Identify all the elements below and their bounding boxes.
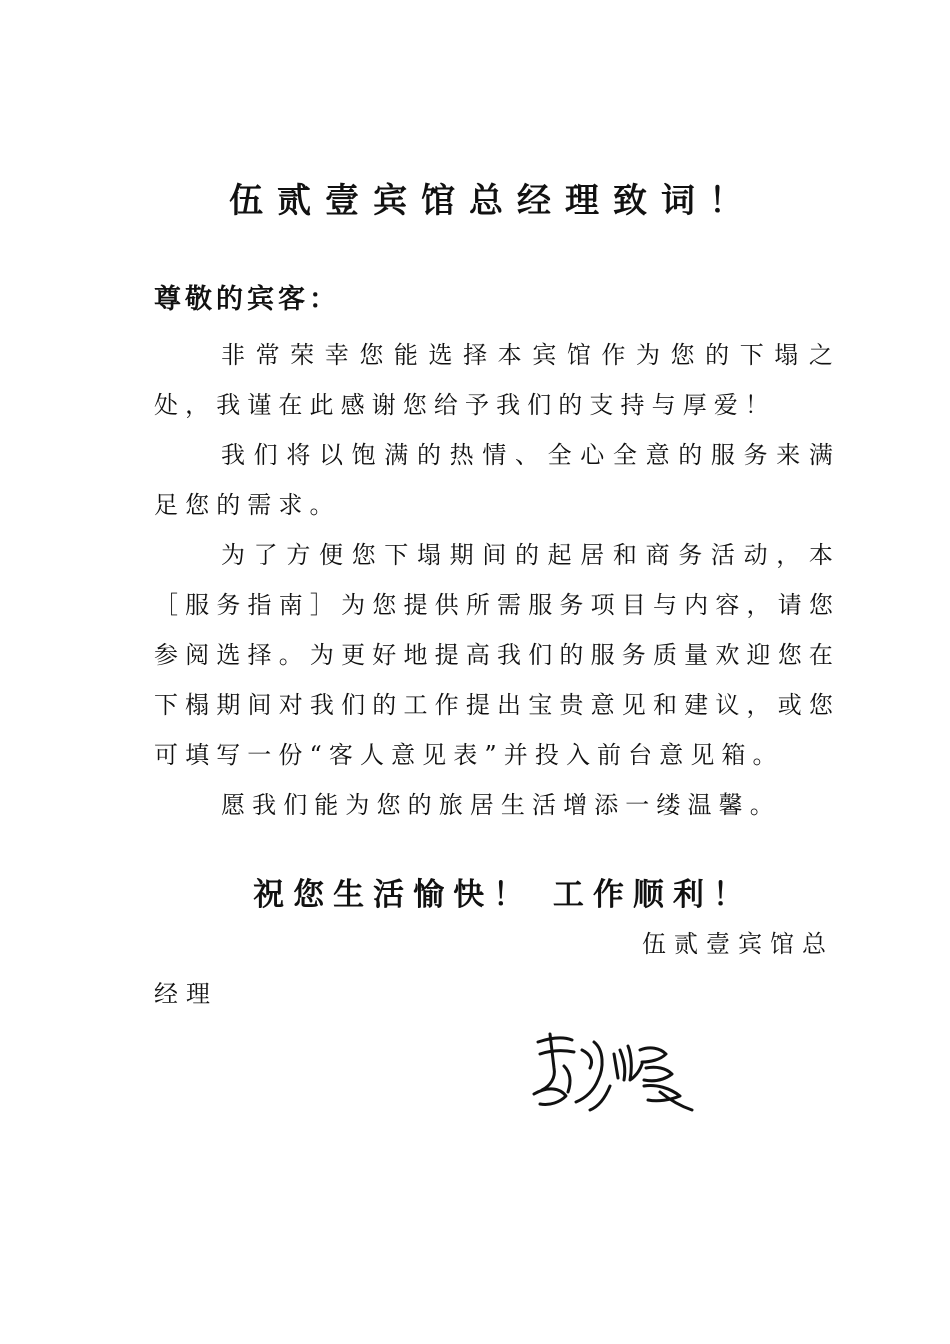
- letter-body: [154, 330, 840, 830]
- closing-wish: 祝您生活愉快！ 工作顺利！: [253, 877, 753, 913]
- signature-organization: 伍贰壹宾馆总: [642, 930, 834, 958]
- paragraph: 我们将以饱满的热情、全心全意的服务来满足您的需求。: [154, 441, 840, 519]
- paragraph: 愿我们能为您的旅居生活增添一缕温馨。: [221, 791, 781, 819]
- letter-title: 伍贰壹宾馆总经理致词！: [229, 181, 757, 221]
- signature-title: 经理: [154, 980, 218, 1008]
- handwritten-signature: [520, 1020, 700, 1120]
- paragraph: 非常荣幸您能选择本宾馆作为您的下塌之处，我谨在此感谢您给予我们的支持与厚爱！: [154, 341, 840, 419]
- greeting: 尊敬的宾客：: [154, 284, 340, 315]
- paragraph: 为了方便您下塌期间的起居和商务活动，本［服务指南］为您提供所需服务项目与内容，请您参阅选择。为更好地提高我们的服务质量欢迎您在下榻期间对我们的工作提出宝贵意见和建议，或您可填写一份“客人意见表”并投入前台意见箱。: [154, 541, 840, 769]
